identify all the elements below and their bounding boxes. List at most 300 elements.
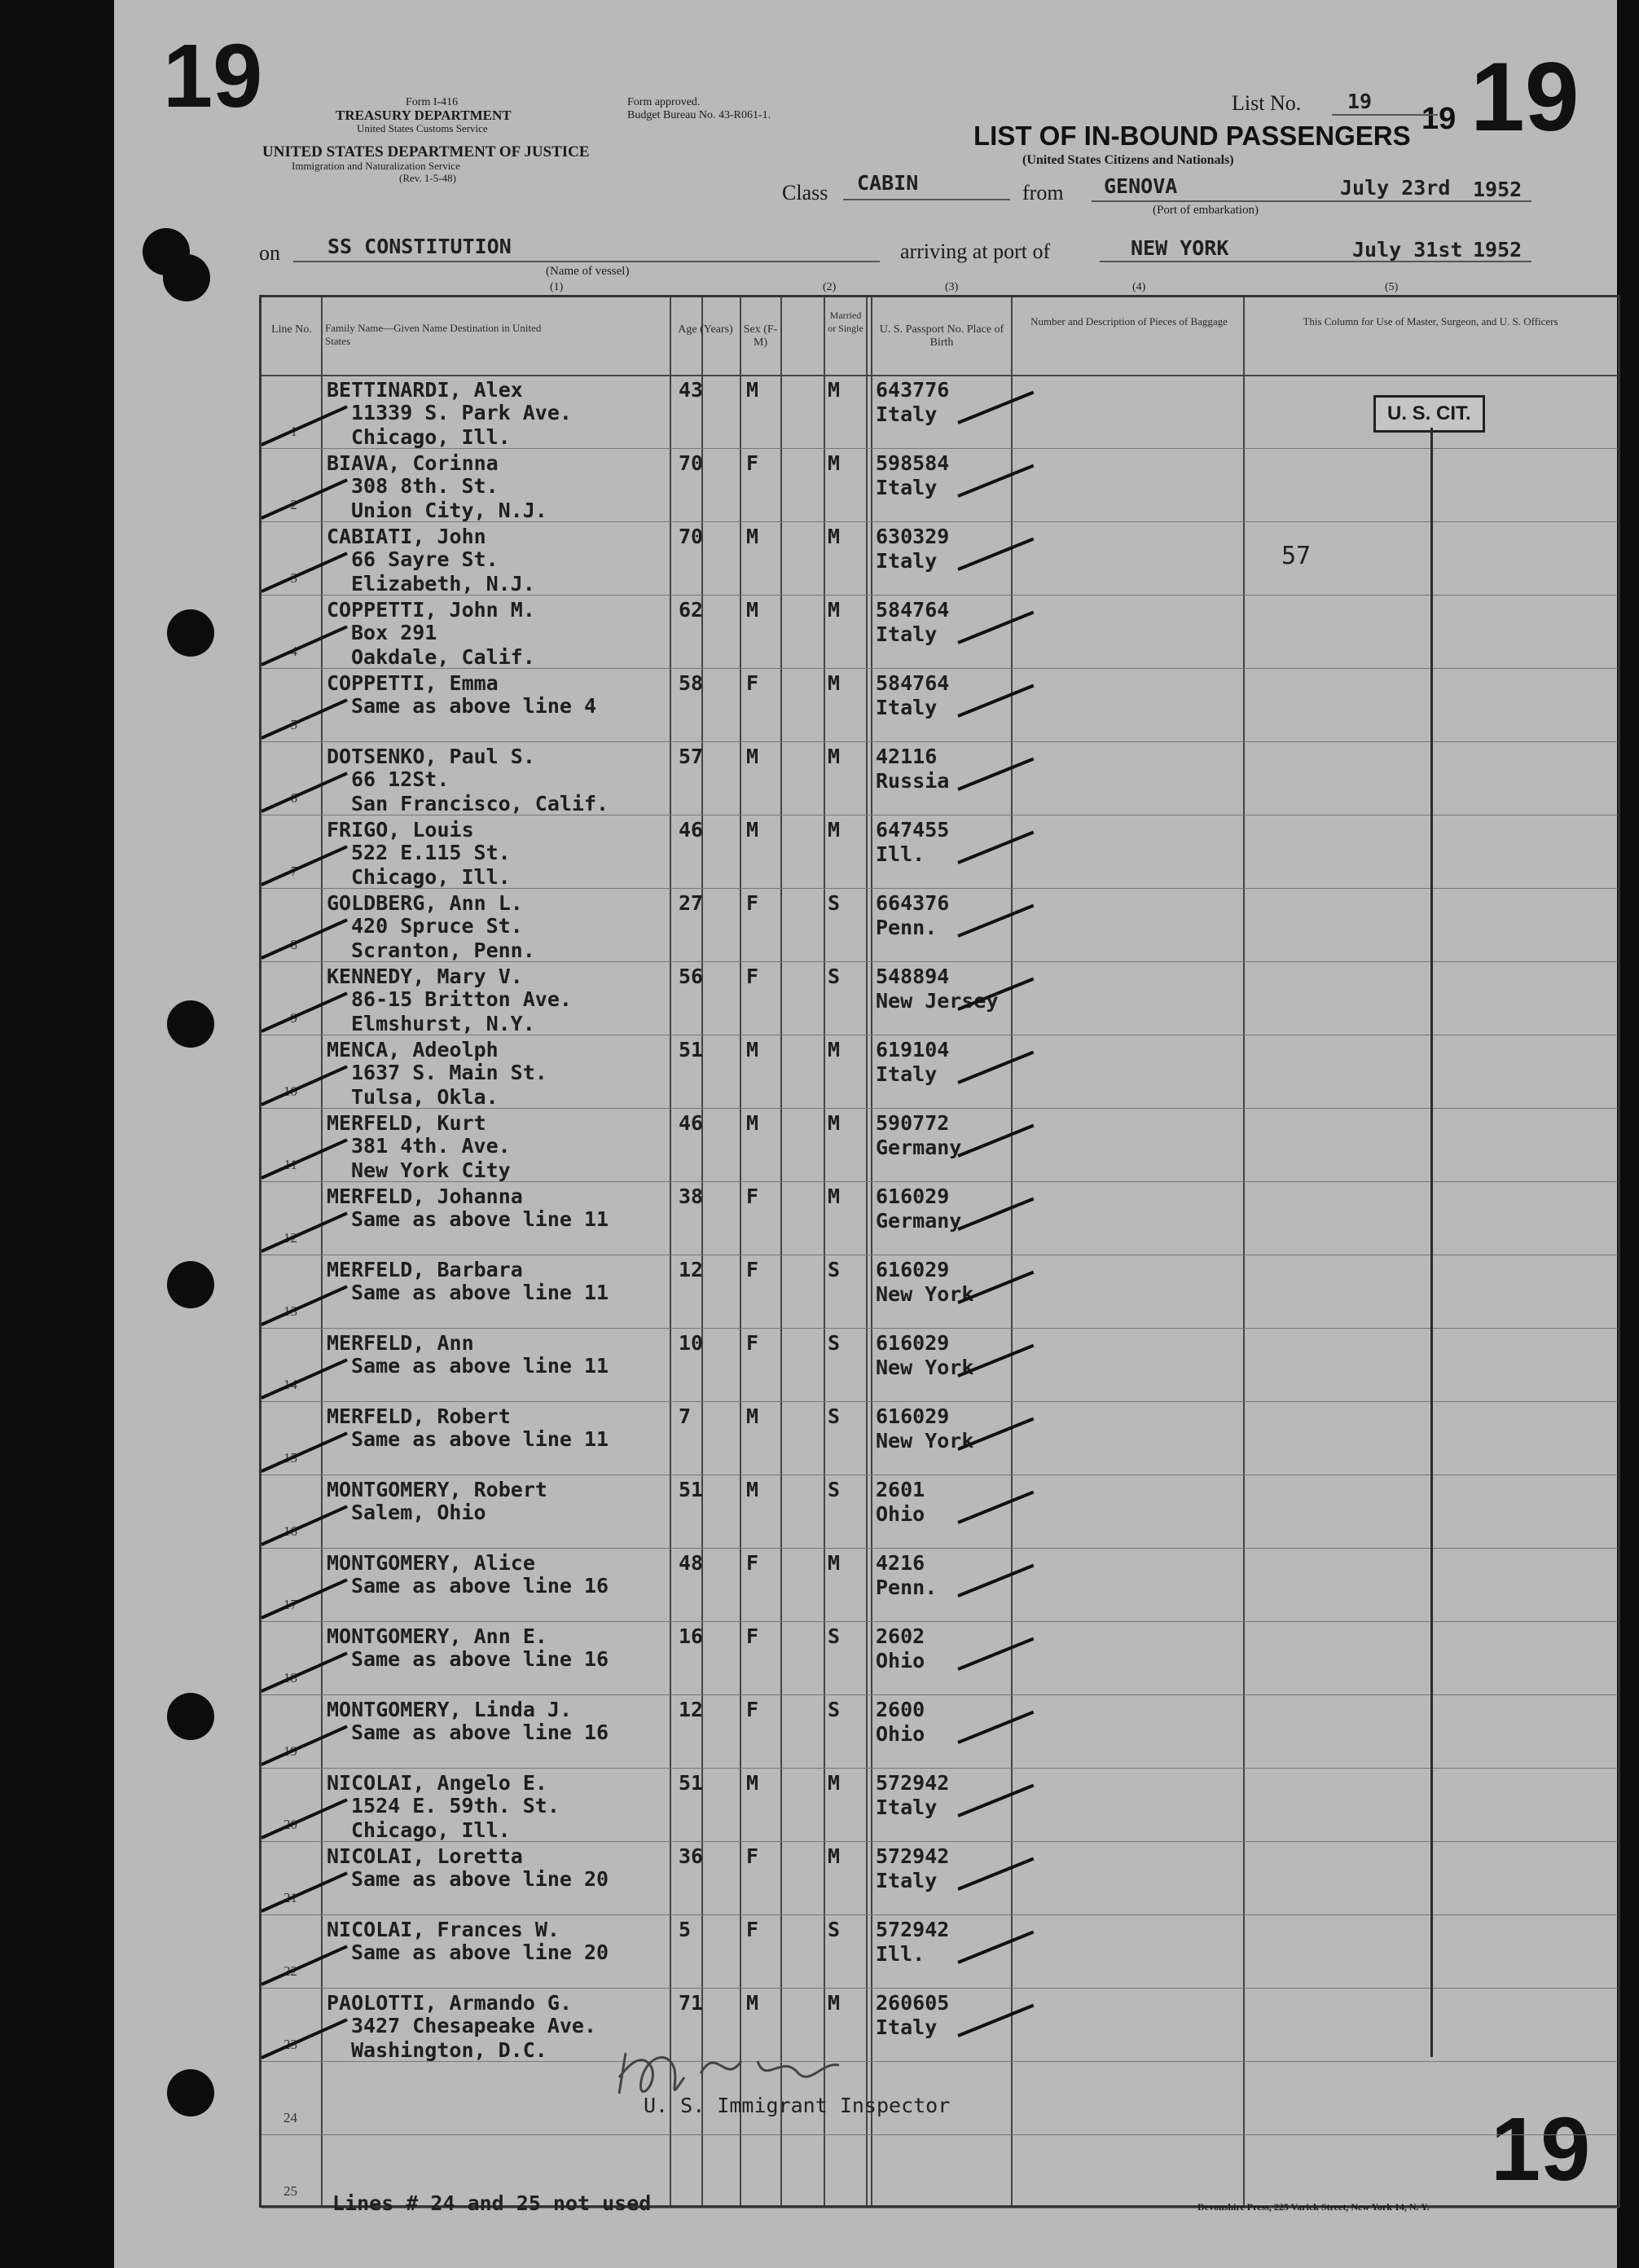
row-divider	[261, 1108, 1618, 1109]
row-line-number: 10	[283, 1083, 297, 1099]
corner-number-bottom-right: 19	[1491, 2099, 1591, 2200]
passenger-name: NICOLAI, Angelo E.	[327, 1771, 547, 1795]
class-value: CABIN	[857, 171, 919, 195]
col-header-name: Family Name—Given Name Destination in United States	[325, 322, 542, 347]
table-row	[261, 1989, 1618, 2063]
passenger-marital-status: S	[828, 965, 841, 988]
passenger-name: MONTGOMERY, Alice	[327, 1551, 535, 1575]
passenger-sex: F	[746, 1698, 759, 1721]
table-row	[261, 523, 1618, 596]
passenger-name: PAOLOTTI, Armando G.	[327, 1991, 573, 2015]
passenger-name: MONTGOMERY, Linda J.	[327, 1698, 573, 1721]
passenger-address-1: Same as above line 16	[351, 1574, 609, 1598]
passenger-age: 5	[679, 1918, 692, 1941]
passenger-sex: M	[746, 1038, 759, 1061]
place-of-birth: Italy	[876, 2015, 938, 2039]
passport-number: 616029	[876, 1185, 950, 1208]
passenger-age: 71	[679, 1991, 704, 2015]
table-row	[261, 1476, 1618, 1549]
passenger-age: 12	[679, 1698, 704, 1721]
passenger-age: 10	[679, 1331, 704, 1355]
row-line-number: 25	[283, 2183, 297, 2199]
passenger-address-1: Same as above line 4	[351, 694, 597, 718]
place-of-birth: New York	[876, 1282, 974, 1306]
passenger-address-1: Same as above line 11	[351, 1354, 609, 1378]
place-of-birth: Italy	[876, 696, 938, 719]
passenger-address-2: Scranton, Penn.	[351, 938, 535, 962]
check-mark	[957, 391, 1034, 424]
row-divider	[261, 1694, 1618, 1695]
passenger-address-1: 3427 Chesapeake Ave.	[351, 2014, 597, 2037]
passenger-sex: F	[746, 671, 759, 695]
document-subtitle: (United States Citizens and Nationals)	[1022, 153, 1234, 167]
passenger-age: 46	[679, 818, 704, 842]
place-of-birth: Ohio	[876, 1649, 925, 1672]
passenger-marital-status: M	[828, 1038, 841, 1061]
passenger-marital-status: M	[828, 1185, 841, 1208]
row-line-number: 11	[283, 1157, 297, 1172]
passenger-marital-status: S	[828, 1918, 841, 1941]
row-line-number: 2	[290, 497, 297, 512]
passenger-address-1: 1637 S. Main St.	[351, 1061, 547, 1084]
passenger-marital-status: M	[828, 1991, 841, 2015]
us-cit-stamp: U. S. CIT.	[1373, 395, 1485, 433]
passport-number: 584764	[876, 671, 950, 695]
passport-number: 590772	[876, 1111, 950, 1135]
passport-number: 616029	[876, 1258, 950, 1281]
table-row	[261, 1769, 1618, 1843]
punch-hole	[163, 254, 210, 301]
row-divider	[261, 1988, 1618, 1989]
passenger-address-2: Chicago, Ill.	[351, 425, 511, 449]
passenger-name: FRIGO, Louis	[327, 818, 474, 842]
passenger-sex: F	[746, 965, 759, 988]
passenger-marital-status: M	[828, 818, 841, 842]
check-mark	[957, 1124, 1034, 1158]
row-line-number: 5	[290, 717, 297, 732]
place-of-birth: Ohio	[876, 1722, 925, 1746]
row-line-number: 22	[283, 1963, 297, 1979]
table-row	[261, 1696, 1618, 1769]
col-header-passport: U. S. Passport No. Place of Birth	[879, 323, 1004, 349]
table-row	[261, 1110, 1618, 1183]
passenger-marital-status: M	[828, 745, 841, 768]
passenger-address-2: Oakdale, Calif.	[351, 645, 535, 669]
passenger-sex: F	[746, 451, 759, 475]
punch-hole	[167, 609, 214, 657]
table-row	[261, 743, 1618, 816]
passenger-name: NICOLAI, Frances W.	[327, 1918, 560, 1941]
row-divider	[261, 668, 1618, 669]
row-divider	[261, 448, 1618, 449]
punch-hole	[167, 2069, 214, 2116]
from-label: from	[1022, 181, 1064, 204]
check-mark	[957, 464, 1034, 498]
col-header-line: Line No.	[271, 323, 312, 336]
embark-date: July 23rd	[1340, 176, 1451, 200]
passenger-sex: F	[746, 1918, 759, 1941]
colnum-4: (4)	[1132, 281, 1146, 293]
table-row	[261, 1549, 1618, 1623]
passenger-address-1: Salem, Ohio	[351, 1501, 486, 1524]
class-underline	[843, 199, 1010, 200]
place-of-birth: Penn.	[876, 916, 938, 939]
place-of-birth: Italy	[876, 549, 938, 573]
colnum-5: (5)	[1385, 281, 1399, 293]
check-mark	[957, 1857, 1034, 1891]
passenger-address-1: 1524 E. 59th. St.	[351, 1794, 560, 1817]
passenger-age: 56	[679, 965, 704, 988]
place-of-birth: New Jersey	[876, 989, 999, 1013]
passenger-sex: F	[746, 1551, 759, 1575]
place-of-birth: New York	[876, 1429, 974, 1453]
colnum-1: (1)	[550, 281, 564, 293]
passenger-name: COPPETTI, Emma	[327, 671, 499, 695]
passport-number: 584764	[876, 598, 950, 622]
row-divider	[261, 1914, 1618, 1915]
passenger-name: MONTGOMERY, Ann E.	[327, 1624, 547, 1648]
col-header-married: Married or Single	[828, 310, 863, 334]
table-row	[261, 816, 1618, 890]
col-header-sex: Sex (F-M)	[743, 323, 778, 349]
col-header-age: Age (Years)	[678, 323, 733, 336]
list-no-value: 19	[1347, 90, 1373, 113]
place-of-birth: Italy	[876, 1062, 938, 1086]
arrival-year: 1952	[1473, 238, 1523, 262]
passport-number: 643776	[876, 378, 950, 402]
row-divider	[261, 1181, 1618, 1182]
passenger-age: 48	[679, 1551, 704, 1575]
row-divider	[261, 1768, 1618, 1769]
passenger-address-1: Same as above line 16	[351, 1721, 609, 1744]
passport-number: 664376	[876, 891, 950, 915]
passport-number: 548894	[876, 965, 950, 988]
passport-number: 630329	[876, 525, 950, 548]
row-line-number: 19	[283, 1743, 297, 1759]
passenger-address-1: Same as above line 16	[351, 1647, 609, 1671]
place-of-birth: New York	[876, 1356, 974, 1379]
passenger-name: MERFELD, Barbara	[327, 1258, 523, 1281]
row-line-number: 1	[290, 424, 297, 439]
class-label: Class	[782, 181, 828, 204]
list-no-stamp: 19	[1421, 102, 1457, 136]
passenger-marital-status: S	[828, 1404, 841, 1428]
row-divider	[261, 741, 1618, 742]
table-row	[261, 1403, 1618, 1476]
row-divider	[261, 888, 1618, 889]
passenger-sex: M	[746, 378, 759, 402]
passenger-name: BETTINARDI, Alex	[327, 378, 523, 402]
check-mark	[957, 1931, 1034, 1964]
passenger-address-2: Tulsa, Okla.	[351, 1085, 499, 1109]
passport-number: 616029	[876, 1331, 950, 1355]
passenger-sex: M	[746, 1404, 759, 1428]
row-divider	[261, 961, 1618, 962]
passport-number: 260605	[876, 1991, 950, 2015]
table-row	[261, 596, 1618, 670]
place-of-birth: Penn.	[876, 1576, 938, 1599]
passenger-age: 16	[679, 1624, 704, 1648]
row-divider	[261, 1841, 1618, 1842]
passenger-age: 57	[679, 745, 704, 768]
passenger-address-1: 66 Sayre St.	[351, 547, 499, 571]
place-of-birth: Ohio	[876, 1502, 925, 1526]
table-row	[261, 450, 1618, 523]
passenger-table	[259, 295, 1620, 2208]
passenger-age: 43	[679, 378, 704, 402]
vessel-note: (Name of vessel)	[546, 265, 630, 278]
form-number: Form I-416	[406, 96, 459, 108]
passenger-sex: F	[746, 1331, 759, 1355]
passenger-marital-status: M	[828, 378, 841, 402]
corner-number-top-right: 19	[1470, 42, 1580, 152]
check-mark	[957, 1564, 1034, 1598]
passenger-name: MERFELD, Robert	[327, 1404, 511, 1428]
us-cit-line	[1430, 428, 1433, 2057]
row-divider	[261, 1548, 1618, 1549]
passenger-address-2: New York City	[351, 1158, 511, 1182]
passenger-age: 46	[679, 1111, 704, 1135]
passenger-address-2: San Francisco, Calif.	[351, 792, 609, 815]
row-line-number: 9	[290, 1010, 297, 1026]
check-mark	[957, 831, 1034, 864]
passenger-age: 70	[679, 451, 704, 475]
place-of-birth: Italy	[876, 476, 938, 499]
inspector-title: U. S. Immigrant Inspector	[644, 2094, 951, 2117]
passenger-age: 12	[679, 1258, 704, 1281]
passenger-marital-status: S	[828, 1478, 841, 1501]
passport-number: 619104	[876, 1038, 950, 1061]
revision-date: (Rev. 1-5-48)	[399, 172, 456, 184]
table-row	[261, 1256, 1618, 1330]
arrival-date: July 31st	[1352, 238, 1463, 262]
passenger-sex: F	[746, 1624, 759, 1648]
col-header-officers: This Column for Use of Master, Surgeon, and U. S. Officers	[1303, 315, 1558, 327]
passenger-address-1: Box 291	[351, 621, 437, 644]
passenger-marital-status: M	[828, 598, 841, 622]
passport-number: 4216	[876, 1551, 925, 1575]
passenger-age: 58	[679, 671, 704, 695]
passenger-age: 38	[679, 1185, 704, 1208]
passenger-name: MENCA, Adeolph	[327, 1038, 499, 1061]
passenger-name: CABIATI, John	[327, 525, 486, 548]
row-line-number: 7	[290, 864, 297, 879]
passport-number: 572942	[876, 1844, 950, 1868]
check-mark	[957, 2004, 1034, 2037]
check-mark	[957, 538, 1034, 571]
passport-number: 598584	[876, 451, 950, 475]
check-mark	[957, 1198, 1034, 1231]
passenger-address-2: Union City, N.J.	[351, 499, 547, 522]
passenger-sex: M	[746, 1991, 759, 2015]
passport-number: 647455	[876, 818, 950, 842]
passenger-address-1: 308 8th. St.	[351, 474, 499, 498]
table-row	[261, 1036, 1618, 1110]
ins-label: Immigration and Naturalization Service	[292, 160, 460, 172]
row-line-number: 3	[290, 570, 297, 586]
colnum-3: (3)	[945, 281, 959, 293]
row-line-number: 24	[283, 2110, 297, 2125]
list-no-underline	[1332, 114, 1438, 116]
form-approved: Form approved.	[627, 96, 701, 108]
passenger-marital-status: M	[828, 525, 841, 548]
on-label: on	[259, 241, 280, 265]
printer-credit: Devonshire Press, 225 Varick Street, New York 14, N. Y.	[1197, 2201, 1430, 2213]
row-divider	[261, 521, 1618, 522]
passenger-address-1: Same as above line 20	[351, 1867, 609, 1891]
passport-number: 572942	[876, 1918, 950, 1941]
document-title: LIST OF IN-BOUND PASSENGERS	[973, 121, 1411, 151]
place-of-birth: Russia	[876, 769, 950, 793]
row-line-number: 13	[283, 1303, 297, 1319]
list-no-label: List No.	[1232, 91, 1302, 115]
passenger-name: MERFELD, Johanna	[327, 1185, 523, 1208]
passenger-marital-status: S	[828, 1258, 841, 1281]
row-line-number: 15	[283, 1450, 297, 1466]
table-row	[261, 1623, 1618, 1696]
passenger-address-1: 66 12St.	[351, 767, 450, 791]
row-line-number: 8	[290, 937, 297, 952]
footer-note: Lines # 24 and 25 not used	[332, 2191, 652, 2215]
row-divider	[261, 2061, 1618, 2062]
passenger-sex: F	[746, 1844, 759, 1868]
col-header-baggage: Number and Description of Pieces of Baggage	[1030, 315, 1228, 327]
treasury-dept: TREASURY DEPARTMENT	[336, 108, 512, 123]
from-value: GENOVA	[1104, 174, 1178, 198]
table-row	[261, 1843, 1618, 1916]
check-mark	[957, 904, 1034, 938]
arriving-label: arriving at port of	[900, 240, 1051, 263]
punch-hole	[167, 1261, 214, 1308]
passenger-age: 62	[679, 598, 704, 622]
passenger-name: MONTGOMERY, Robert	[327, 1478, 547, 1501]
arrival-port: NEW YORK	[1131, 236, 1229, 260]
row-line-number: 16	[283, 1523, 297, 1539]
passport-number: 2602	[876, 1624, 925, 1648]
passenger-age: 27	[679, 891, 704, 915]
annotation-57: 57	[1281, 542, 1312, 570]
row-line-number: 4	[290, 644, 297, 659]
check-mark	[957, 1491, 1034, 1524]
table-row	[261, 1330, 1618, 1403]
budget-bureau: Budget Bureau No. 43-R061-1.	[627, 109, 771, 121]
passenger-address-2: Chicago, Ill.	[351, 1818, 511, 1842]
punch-hole	[167, 1693, 214, 1740]
row-divider	[261, 2134, 1618, 2135]
table-row	[261, 1916, 1618, 1989]
table-row	[261, 670, 1618, 743]
row-line-number: 21	[283, 1890, 297, 1905]
vessel-underline	[293, 261, 880, 262]
passenger-address-1: 522 E.115 St.	[351, 841, 511, 864]
table-row	[261, 890, 1618, 963]
passenger-address-1: 381 4th. Ave.	[351, 1134, 511, 1158]
passenger-address-1: Same as above line 20	[351, 1941, 609, 1964]
place-of-birth: Italy	[876, 622, 938, 646]
check-mark	[957, 1051, 1034, 1084]
check-mark	[957, 758, 1034, 791]
row-line-number: 17	[283, 1597, 297, 1612]
passenger-marital-status: S	[828, 1698, 841, 1721]
row-divider	[261, 1621, 1618, 1622]
embark-year: 1952	[1473, 178, 1523, 201]
passenger-marital-status: M	[828, 451, 841, 475]
check-mark	[957, 1711, 1034, 1744]
passenger-age: 51	[679, 1771, 704, 1795]
place-of-birth: Italy	[876, 402, 938, 426]
passenger-name: MERFELD, Ann	[327, 1331, 474, 1355]
passport-number: 2600	[876, 1698, 925, 1721]
passenger-age: 36	[679, 1844, 704, 1868]
passport-number: 2601	[876, 1478, 925, 1501]
passenger-address-1: Same as above line 11	[351, 1427, 609, 1451]
row-line-number: 20	[283, 1817, 297, 1832]
row-line-number: 14	[283, 1377, 297, 1392]
passenger-marital-status: M	[828, 1111, 841, 1135]
customs-service: United States Customs Service	[357, 122, 488, 134]
passenger-address-2: Elmshurst, N.Y.	[351, 1012, 535, 1035]
row-line-number: 12	[283, 1230, 297, 1246]
passenger-marital-status: M	[828, 671, 841, 695]
punch-hole	[167, 1000, 214, 1048]
passenger-age: 51	[679, 1038, 704, 1061]
place-of-birth: Ill.	[876, 842, 925, 866]
row-line-number: 6	[290, 790, 297, 806]
from-underline	[1092, 200, 1531, 202]
place-of-birth: Italy	[876, 1796, 938, 1819]
passenger-sex: F	[746, 1258, 759, 1281]
passenger-name: NICOLAI, Loretta	[327, 1844, 523, 1868]
table-row	[261, 1183, 1618, 1256]
passenger-marital-status: M	[828, 1844, 841, 1868]
doj-label: UNITED STATES DEPARTMENT OF JUSTICE	[262, 143, 590, 160]
passenger-age: 51	[679, 1478, 704, 1501]
table-row	[261, 963, 1618, 1036]
passenger-marital-status: M	[828, 1551, 841, 1575]
passenger-name: BIAVA, Corinna	[327, 451, 499, 475]
passenger-sex: M	[746, 598, 759, 622]
passenger-marital-status: S	[828, 1331, 841, 1355]
passenger-name: MERFELD, Kurt	[327, 1111, 486, 1135]
place-of-birth: Germany	[876, 1209, 962, 1233]
passport-number: 616029	[876, 1404, 950, 1428]
passenger-sex: M	[746, 1111, 759, 1135]
row-line-number: 23	[283, 2037, 297, 2052]
passenger-address-2: Washington, D.C.	[351, 2038, 547, 2062]
place-of-birth: Italy	[876, 1869, 938, 1892]
check-mark	[957, 1637, 1034, 1671]
passenger-address-1: 86-15 Britton Ave.	[351, 987, 572, 1011]
passenger-address-2: Elizabeth, N.J.	[351, 572, 535, 596]
passenger-name: DOTSENKO, Paul S.	[327, 745, 535, 768]
passenger-name: COPPETTI, John M.	[327, 598, 535, 622]
colnum-2: (2)	[823, 281, 837, 293]
passenger-sex: M	[746, 1478, 759, 1501]
passport-number: 572942	[876, 1771, 950, 1795]
passenger-name: KENNEDY, Mary V.	[327, 965, 523, 988]
place-of-birth: Ill.	[876, 1942, 925, 1966]
passenger-sex: M	[746, 1771, 759, 1795]
passenger-address-1: Same as above line 11	[351, 1281, 609, 1304]
corner-number-top-left: 19	[163, 26, 263, 126]
check-mark	[957, 611, 1034, 644]
row-divider	[261, 1328, 1618, 1329]
passenger-address-1: 11339 S. Park Ave.	[351, 401, 572, 424]
port-embark-note: (Port of embarkation)	[1153, 204, 1259, 217]
passenger-sex: F	[746, 891, 759, 915]
check-mark	[957, 1784, 1034, 1817]
passenger-sex: M	[746, 525, 759, 548]
